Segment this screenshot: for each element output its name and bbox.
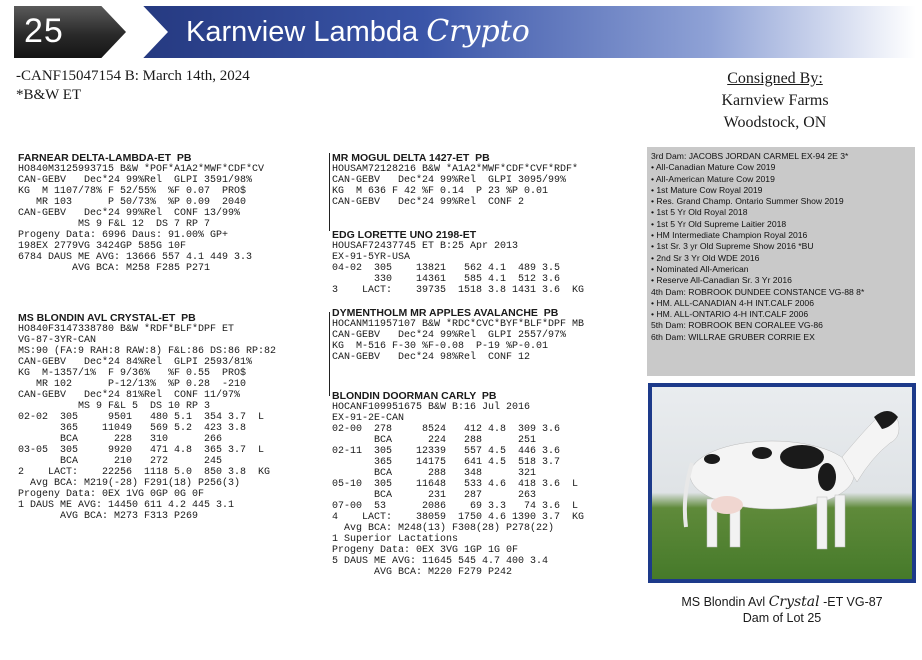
detail-line: Avg BCA: M219(-28) F291(18) P256(3) <box>18 478 241 489</box>
caption-line-2: Dam of Lot 25 <box>742 611 822 625</box>
detail-line: CAN-GEBV Dec*24 81%Rel CONF 11/97% <box>18 390 241 401</box>
dam-family-box <box>647 147 915 376</box>
registration-tags: *B&W ET <box>16 87 82 103</box>
consignor-farm: Karnview Farms <box>721 92 829 109</box>
lot-banner <box>14 6 916 58</box>
detail-line: 1 DAUS ME AVG: 14450 611 4.2 445 3.1 <box>18 500 235 511</box>
pedigree-block <box>332 152 578 208</box>
dam-family-item: • Reserve All-Canadian Sr. 3 Yr 2016 <box>651 275 792 286</box>
dam-family-item: • HM. ALL-CANADIAN 4-H INT.CALF 2006 <box>651 297 814 308</box>
photo-caption <box>648 594 916 626</box>
detail-line: EX-91-2E-CAN <box>332 413 405 424</box>
consigned-heading: Consigned By: <box>727 70 823 87</box>
dam-family-item: • All-Canadian Mature Cow 2019 <box>651 162 776 173</box>
detail-line: 03-05 305 9920 471 4.8 365 3.7 L <box>18 445 265 456</box>
detail-line: HOUSAM72128216 B&W *A1A2*MWF*CDF*CVF*RDF* <box>332 164 579 175</box>
detail-line: MS 9 F&L 12 DS 7 RP 7 <box>18 219 211 230</box>
dam-family-item: 3rd Dam: JACOBS JORDAN CARMEL EX-94 2E 3* <box>651 151 849 161</box>
dam-family-item: • 1st Mature Cow Royal 2019 <box>651 184 763 195</box>
consigned-by <box>690 68 860 134</box>
dam-family-item: 4th Dam: ROBROOK DUNDEE CONSTANCE VG-88 8* <box>651 286 865 297</box>
detail-line: 3 LACT: 39735 1518 3.8 1431 3.6 KG <box>332 285 585 296</box>
dam-family-item: • 1st Sr. 3 yr Old Supreme Show 2016 *BU <box>651 241 814 252</box>
detail-line: 330 14361 585 4.1 512 3.6 <box>332 274 561 285</box>
detail-line: EX-91-5YR-USA <box>332 252 411 263</box>
detail-line: HO840F3147338780 B&W *RDF*BLF*DPF ET <box>18 324 235 335</box>
detail-line: 4 LACT: 38059 1750 4.6 1390 3.7 KG <box>332 512 585 523</box>
detail-line: 02-02 305 9501 480 5.1 354 3.7 L <box>18 412 265 423</box>
dam-family-item: • Nominated All-American <box>651 263 749 274</box>
dam-bracket <box>329 312 330 396</box>
cow-photo <box>652 387 912 579</box>
detail-line: AVG BCA: M258 F285 P271 <box>18 263 211 274</box>
detail-line: MS:90 (FA:9 RAH:8 RAW:8) F&L:86 DS:86 RP:82 <box>18 346 277 357</box>
detail-line: BCA 228 310 266 <box>18 434 223 445</box>
dam-family-item: • HM Intermediate Champion Royal 2016 <box>651 230 808 241</box>
dam-details <box>18 324 276 522</box>
detail-line: BCA 231 287 263 <box>332 490 537 501</box>
detail-line: HOCANF109951675 B&W B:16 Jul 2016 <box>332 402 531 413</box>
detail-line: 05-10 305 11648 533 4.6 418 3.6 L <box>332 479 579 490</box>
sire-block <box>18 152 264 274</box>
pedigree-block <box>332 390 584 578</box>
dam-family-item: 5th Dam: ROBROOK BEN CORALEE VG-86 <box>651 320 823 331</box>
caption-after: -ET VG-87 <box>823 595 883 609</box>
detail-line: 02-00 278 8524 412 4.8 309 3.6 <box>332 424 561 435</box>
dam-block <box>18 312 276 522</box>
detail-line: MR 103 P 50/73% %P 0.09 2040 <box>18 197 247 208</box>
detail-line: 6784 DAUS ME AVG: 13666 557 4.1 449 3.3 <box>18 252 253 263</box>
detail-line: KG M 1107/78% F 52/55% %F 0.07 PRO$ <box>18 186 247 197</box>
dam-family-item: • 1st 5 Yr Old Royal 2018 <box>651 207 748 218</box>
sire-details <box>18 164 264 274</box>
caption-before: MS Blondin Avl <box>681 595 766 609</box>
detail-line: AVG BCA: M273 F313 P269 <box>18 511 199 522</box>
detail-line: 02-11 305 12339 557 4.5 446 3.6 <box>332 446 561 457</box>
detail-line: 04-02 305 13821 562 4.1 489 3.5 <box>332 263 561 274</box>
detail-line: CAN-GEBV Dec*24 99%Rel CONF 13/99% <box>18 208 241 219</box>
detail-line: HOCANM11957107 B&W *RDC*CVC*BYF*BLF*DPF MB <box>332 319 585 330</box>
dam-title: MS BLONDIN AVL CRYSTAL-ET PB <box>18 312 196 324</box>
detail-line: CAN-GEBV Dec*24 99%Rel GLPI 3095/99% <box>332 175 567 186</box>
detail-line: Avg BCA: M248(13) F308(28) P278(22) <box>332 523 555 534</box>
lot-number: 25 <box>24 12 64 50</box>
holstein-cow-illustration <box>652 387 912 579</box>
detail-line: Progeny Data: 0EX 3VG 1GP 1G 0F <box>332 545 519 556</box>
detail-line: KG M-1357/1% F 9/36% %F 0.55 PRO$ <box>18 368 247 379</box>
detail-line: Progeny Data: 0EX 1VG 0GP 0G 0F <box>18 489 205 500</box>
detail-line: VG-87-3YR-CAN <box>18 335 97 346</box>
registration-line: -CANF15047154 B: March 14th, 2024 <box>16 68 250 84</box>
dam-family-item: 6th Dam: WILLRAE GRUBER CORRIE EX <box>651 331 815 342</box>
detail-line: MS 9 F&L 5 DS 10 RP 3 <box>18 401 211 412</box>
detail-line: CAN-GEBV Dec*24 84%Rel GLPI 2593/81% <box>18 357 253 368</box>
pedigree-title: EDG LORETTE UNO 2198-ET <box>332 229 477 241</box>
caption-script: Crystal <box>768 594 820 610</box>
sire-title: FARNEAR DELTA-LAMBDA-ET PB <box>18 152 192 164</box>
dam-photo <box>648 383 916 583</box>
dam-family-item: • Res. Grand Champ. Ontario Summer Show 2019 <box>651 196 844 207</box>
lot-name-script: Crypto <box>426 14 530 49</box>
detail-line: 07-00 53 2086 69 3.3 74 3.6 L <box>332 501 579 512</box>
dam-family-item: • HM. ALL-ONTARIO 4-H INT.CALF 2006 <box>651 309 809 320</box>
detail-line: BCA 288 348 321 <box>332 468 537 479</box>
pedigree-title: DYMENTHOLM MR APPLES AVALANCHE PB <box>332 307 559 319</box>
detail-line: BCA 224 288 251 <box>332 435 537 446</box>
detail-line: Progeny Data: 6996 Daus: 91.00% GP+ <box>18 230 229 241</box>
detail-line: BCA 210 272 245 <box>18 456 223 467</box>
lot-name <box>186 14 530 49</box>
detail-line: 365 14175 641 4.5 518 3.7 <box>332 457 561 468</box>
detail-line: 2 LACT: 22256 1118 5.0 850 3.8 KG <box>18 467 271 478</box>
pedigree-block <box>332 229 584 296</box>
detail-line: CAN-GEBV Dec*24 99%Rel CONF 2 <box>332 197 525 208</box>
sire-bracket <box>329 153 330 231</box>
detail-line: 5 DAUS ME AVG: 11645 545 4.7 400 3.4 <box>332 556 549 567</box>
detail-line: CAN-GEBV Dec*24 99%Rel GLPI 3591/98% <box>18 175 253 186</box>
dam-family-item: • All-American Mature Cow 2019 <box>651 173 775 184</box>
detail-line: KG M 636 F 42 %F 0.14 P 23 %P 0.01 <box>332 186 549 197</box>
pedigree-title: BLONDIN DOORMAN CARLY PB <box>332 390 497 402</box>
lot-name-plain: Karnview Lambda <box>186 16 419 48</box>
pedigree-title: MR MOGUL DELTA 1427-ET PB <box>332 152 490 164</box>
detail-line: 1 Superior Lactations <box>332 534 459 545</box>
detail-line: 198EX 2779VG 3424GP 585G 10F <box>18 241 187 252</box>
detail-line: KG M-516 F-30 %F-0.08 P-19 %P-0.01 <box>332 341 549 352</box>
detail-line: CAN-GEBV Dec*24 98%Rel CONF 12 <box>332 352 531 363</box>
detail-line: HOUSAF72437745 ET B:25 Apr 2013 <box>332 241 519 252</box>
detail-line: 365 11049 569 5.2 423 3.8 <box>18 423 247 434</box>
detail-line: AVG BCA: M220 F279 P242 <box>332 567 513 578</box>
caption-line-1 <box>648 594 916 610</box>
dam-family-item: • 1st 5 Yr Old Supreme Laitier 2018 <box>651 218 787 229</box>
detail-line: HO840M3125993715 B&W *POF*A1A2*MWF*CDF*CV <box>18 164 265 175</box>
detail-line: MR 102 P-12/13% %P 0.28 -210 <box>18 379 247 390</box>
detail-line: CAN-GEBV Dec*24 99%Rel GLPI 2557/97% <box>332 330 567 341</box>
consignor-location: Woodstock, ON <box>723 114 827 131</box>
dam-family-item: • 2nd Sr 3 Yr Old WDE 2016 <box>651 252 760 263</box>
pedigree-block <box>332 307 584 363</box>
